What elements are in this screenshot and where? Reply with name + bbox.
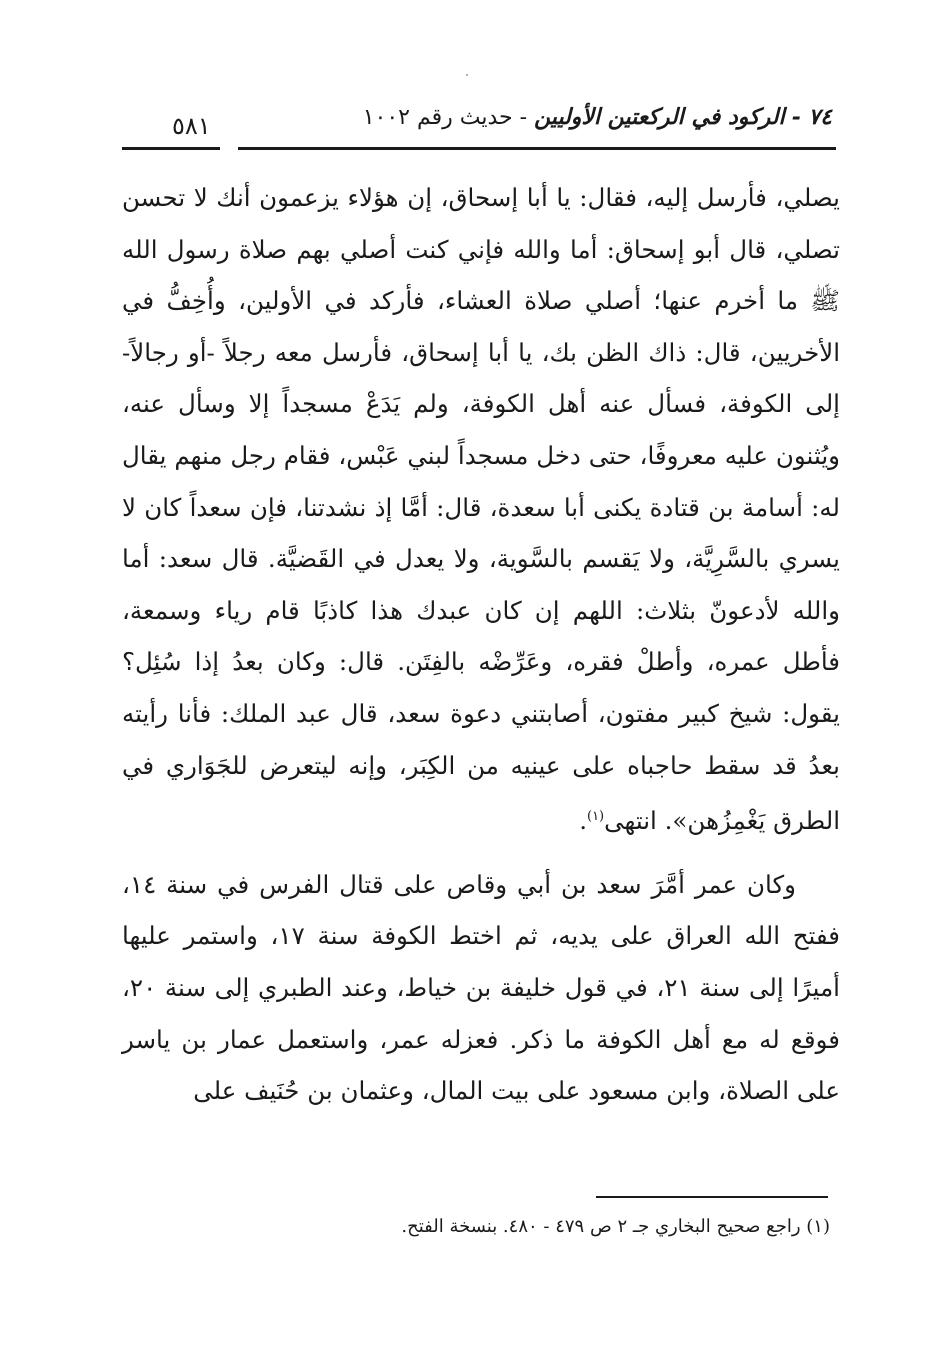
hadith-reference: - حديث رقم ١٠٠٢: [362, 105, 528, 130]
paragraph-1: [122, 172, 840, 847]
main-text: [122, 172, 840, 1117]
page-number-rule: [122, 147, 220, 150]
footnote: (١) راجع صحيح البخاري جـ ٢ ص ٤٧٩ - ٤٨٠. بنسخة الفتح.: [401, 1216, 830, 1237]
header-title: [363, 104, 832, 130]
chapter-title: الركود في الركعتين الأوليين: [534, 104, 785, 130]
page-number: ٥٨١: [172, 112, 211, 140]
footnote-rule: [596, 1196, 828, 1198]
paragraph-1-end: .: [579, 806, 587, 836]
footnote-marker[interactable]: (١): [586, 809, 605, 825]
paragraph-2: وكان عمر أمَّرَ سعد بن أبي وقاص على قتال الفرس في سنة ١٤، ففتح الله العراق على يديه، ثم اختط الكوفة سنة ١٧، واستمر عليها أميرًا إلى سنة ٢١، في قول خليفة بن خياط، وعند الطبري إلى سنة ٢٠، فوقع له مع أهل الكوفة ما ذكر. فعزله عمر، واستعمل عمار بن ياسر على الصلاة، وابن مسعود على بيت المال، وعثمان بن حُنَيف على: [122, 869, 841, 1106]
header-rule: [238, 147, 836, 150]
scan-speck: [466, 74, 468, 76]
running-header: [122, 98, 832, 142]
chapter-prefix: ٧٤ -: [791, 104, 832, 130]
paragraph-1-text: يصلي، فأرسل إليه، فقال: يا أبا إسحاق، إن هؤلاء يزعمون أنك لا تحسن تصلي، قال أبو إسحاق: أما والله فإني كنت أصلي بهم صلاة رسول الله ﷺ ما أخرم عنها؛ أصلي صلاة العشاء، فأركد في الأولين، وأُخِفُّ في الأخريين، قال: ذاك الظن بك، يا أبا إسحاق، فأرسل معه رجلاً -أو رجالاً- إلى الكوفة، فسأل عنه أهل الكوفة، ولم يَدَعْ مسجداً إلا وسأل عنه، ويُثنون عليه معروفًا، حتى دخل مسجداً لبني عَبْس، فقام رجل منهم يقال له: أسامة بن قتادة يكنى أبا سعدة، قال: أمَّا إذ نشدتنا، فإن سعداً كان لا يسري بالسَّرِيَّة، ولا يَقسم بالسَّوية، ولا يعدل في القَضيَّة. قال سعد: أما والله لأدعونّ بثلاث: اللهم إن كان عبدك هذا كاذبًا قام رياء وسمعة، فأطل عمره، وأطلْ فقره، وعَرِّضْه بالفِتَن. قال: وكان بعدُ إذا سُئِل؟ يقول: شيخ كبير مفتون، أصابتني دعوة سعد، قال عبد الملك: فأنا رأيته بعدُ قد سقط حاجباه على عينيه من الكِبَر، وإنه ليتعرض للجَوَاري في الطرق يَغْمِزُهن». انتهى: [122, 183, 840, 836]
